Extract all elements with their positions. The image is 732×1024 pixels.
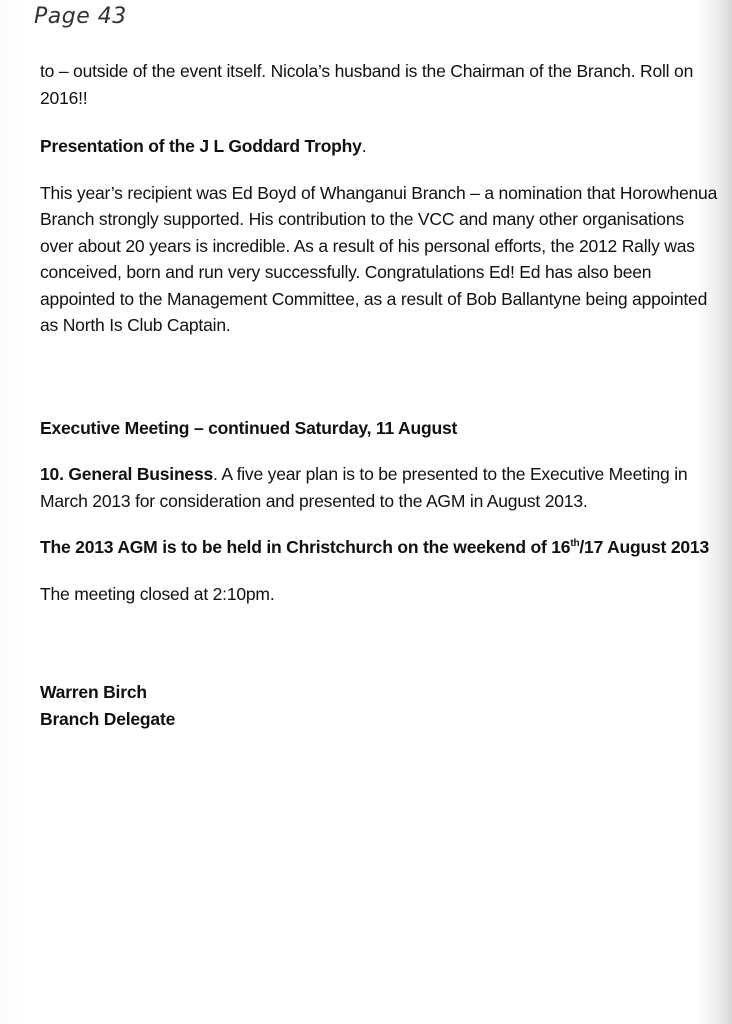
executive-meeting-heading: Executive Meeting – continued Saturday, 11 August: [40, 417, 458, 438]
trophy-heading-line: [40, 133, 720, 160]
document-body: [40, 58, 720, 732]
agm-announcement: [40, 534, 720, 561]
agm-text-start: The 2013 AGM is to be held in Christchurch on the weekend of 16: [40, 537, 571, 557]
trophy-heading: Presentation of the J L Goddard Trophy: [40, 136, 362, 156]
general-business-label: 10. General Business: [40, 464, 214, 484]
handwritten-page-number: Page 43: [34, 4, 127, 29]
ordinal-suffix: th: [570, 538, 580, 550]
signature-name: Warren Birch: [40, 682, 147, 702]
trophy-paragraph: This year’s recipient was Ed Boyd of Whanganui Branch – a nomination that Horowhenua Branch strongly supported. His contribution to the VCC and many other organisations over about 20 years is incredible. As a result of his personal efforts, the 2012 Rally was conceived, born and run very successfully. Congratulations Ed! Ed has also been appointed to the Management Committee, as a result of Bob Ballantyne being appointed as North Is Club Captain.: [40, 182, 718, 335]
trophy-heading-period: .: [361, 136, 367, 156]
meeting-closed-text: The meeting closed at 2:10pm.: [40, 583, 275, 604]
signature-title: Branch Delegate: [40, 708, 176, 729]
signature-block: [40, 679, 720, 732]
agm-text-end: /17 August 2013: [579, 537, 709, 557]
general-business-paragraph: [40, 461, 720, 514]
continuation-paragraph: to – outside of the event itself. Nicola’s husband is the Chairman of the Branch. Roll on 2016!!: [40, 61, 694, 108]
general-business-text: . A five year plan is to be presented to the Executive Meeting in March 2013 for consideration and presented to the AGM in August 2013.: [40, 464, 688, 511]
